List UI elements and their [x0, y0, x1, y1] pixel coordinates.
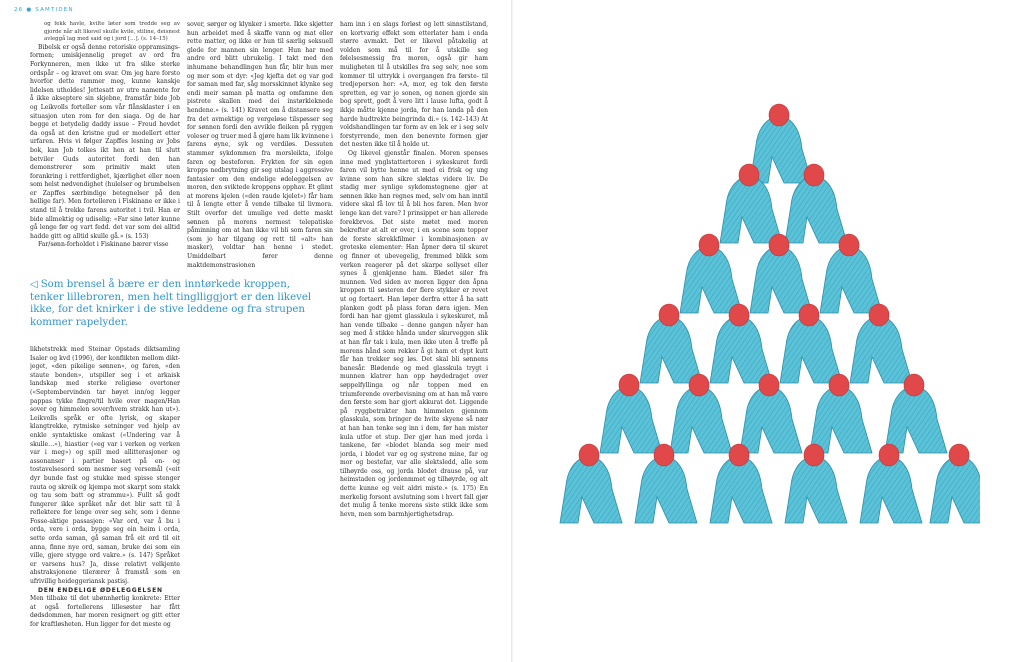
section-subhead: DEN ENDELIGE ØDELEGGELSEN: [38, 586, 163, 594]
crouching-figure: [750, 104, 812, 183]
pull-quote-arrow-icon: ◁: [30, 279, 38, 290]
column-1-bottom: [30, 346, 180, 646]
body-paragraph: Bibelsk er også denne retoriske oppramsings-formen; umiskjennelig preget av ord fra Forkynneren, men ikke ut fra slike sterke ordspår – og kravet om svar. Om jeg hare forsto hvorfor dette rammer meg, kunne kanskje lidelsen utholdes! Jettesatt av utre namente for å ikke akseptere sin skjebne, framstår bide Job og Leikvolls forteller som vår flånsklaster i en situasjon uten rom for den siaga. Og de har begge et betydelig daddy issue – Freud hevdet da også at den kristne gud er modellert etter urfaren. Hvis vi følger Zapffes lesning av Jobs bok, kan Job tolkes ikt hen at han til slutt betviler Guds autoritet fordi den han demonstrerer som primitiv makt uten forankring i rettferdighet, kjærlighet eller noen som helst nødvendighet (hulelser og brumbelsen er Zapffes særbindige betegnelser på den hellige far). Men fortelleren i Fiskinane er ikke i stand til å trekke farens autoritet i tvil. Han er bide allmektig og udiselig: «Far sine løter kunne gå lenge før og vart fedd. det var som dei alltid hadde gitt og alltid skulle gå.» (s. 153): [30, 43, 180, 240]
figure-head: [619, 374, 639, 396]
crouching-figure: [710, 304, 772, 383]
figure-head: [729, 304, 749, 326]
figure-head: [769, 104, 789, 126]
figure-head: [879, 444, 899, 466]
figure-head: [804, 444, 824, 466]
crouching-figure: [560, 444, 622, 523]
figure-head: [699, 234, 719, 256]
crouching-figure: [670, 374, 732, 453]
figure-head: [829, 374, 849, 396]
crouching-figure: [930, 444, 980, 523]
body-paragraph: likhetstrekk med Steinar Opstads diktsamling Isaler og kvd (1996), der konflikten mellom dikt-jeget, «den pikelige sønnen», og faren, «den staute bonden», utspiller seg i et arkaisk landskap med sterke religiøse overtoner («Septembervinden tar høyet inn/og legger pappas tykke fingre/til hvile over magen/Han sover og himmelen sover/hvem strakk han ut»). Leikvolls språk er ofte lyrisk, og skaper klangtrekke, rytmiske setninger ved hjelp av enkle syntaktiske omkast («Undering var å skulle…»), hiastier («eg var i verken og verken var i meg») og spill med allitterasjoner og assonanser i partier basert på en- og tostavelsesord som nesmer seg versemål («eit dyr bunde fast og stukke med spisse stenger rauta og skreik og kjempa mot skarpt som stakk og tau som batt og strammu»). Fullt så godt fungerer ikke språket når det blir satt til å reflektere for lenge over seg selv, som i denne Fosse-aktige passasjen: «Var ord, var å bu i orda, vere i orda, bygge seg ein heim i orda, sette orda saman, gå saman frå eit ord til eit anna, finne nye ord, saman, bruke dei som ein ville, gjere stygge ord vakre.» (s. 147) Språket er varsens hus? Ja, disse relativt velkjente abstraksjonene tilerærer å framstå som en ufrivillig heideggeriansk pastisj.: [30, 346, 180, 586]
pull-quote: [30, 279, 315, 329]
body-paragraph: Far/sønn-forholdet i Fiskinane bærer visse: [38, 241, 169, 249]
column-2: [187, 21, 333, 267]
figure-head: [904, 374, 924, 396]
crouching-figure: [720, 164, 782, 243]
crouching-figure: [635, 444, 697, 523]
crouching-figure: [600, 374, 662, 453]
figure-head: [759, 374, 779, 396]
crouching-figure: [850, 304, 912, 383]
crouching-figure: [680, 234, 742, 313]
figure-head: [729, 444, 749, 466]
folio: 26 ● SAMTIDEN: [14, 7, 74, 13]
crouching-figure: [750, 234, 812, 313]
figure-head: [659, 304, 679, 326]
body-paragraph: sover, sørger og klynker i smerte. Ikke skjøtter hun arbeidet med å skaffe vann og mat eller rette matter, og ikke er hun til særlig seksuell glede for mannen sin lenger. Hun har med andre ord blitt ubrukelig. I takt med den inhumane behandlingen hun får, blir hun mer og mer som et dyr: «Jeg kjefta det eg var god for saman med far, såg morsskinnet klynke seg endi meir saman på matta og omfamne den pistrete skallen med dei instørkleknede hendene.» (s. 141) Kravet om å distansere seg fra det avmektige og vergeløse tilspøsser seg for sønnen fordi den avvikle fleiken på ryggen voleser og truer med å gjøre ham lik kvinnene i farens øyne, syk og verdiløs. Dessuten stammer sykdommen fra morsleikta, ifolge faren og besteforen. Frykten for sin egen kropps nedbrytning gir seg utslag i aggressive fantasier om den endelige ødeleggelsen av moren, den sviktede kroppens opphav. Et glimt at morens kjelen («den raude kjelet») får ham til å lengte etter å vende tilbake til livmora. Stilt overfor det umulige ved dette maskt sønnen på morens nermest telepatiske påminning om at han ikke vil bli som faren sin (som jo har tilgang og rett til «alt» han masker), voldtar han henne i stedet. Umiddelbart fører denne maktdemonstrasjonen: [187, 21, 333, 267]
crouching-figure: [810, 374, 872, 453]
pull-quote-text: Som brensel å bære er den inntørkede kroppen, tenker lillebroren, men helt tinglliggjort er den likevel ikke, for det knirker i de stive leddene og fra strupen kommer rapelyder.: [30, 279, 312, 328]
body-paragraph: Men tilbake til det ubønnhørlig konkrete: Etter at også fortellerens lillesøster har fått dødsdommen, har moren resignert og gitt etter for kraftløsheten. Hun ligger for det meste og: [30, 595, 180, 628]
body-paragraph: ham inn i en slags forløst og lett sinnstilstand, en kortvarig effekt som etterlater ham i enda større avmakt. Det er likevel påtakelig at volden som må til for å utskille seg følelsesmessig fra moren, også gir ham muligheten til å utskilles fra seg selv, noe som kommer til uttrykk i overgangen fra første- til tredjeperson her: «A, mor, eg tok den første spretten, eg var jo sonen, og nonen gjorde sin bog sprett, godt å vere litt i lause lufta, godt å ikkje måtte kjenne jorda, for han landa på den harde hudtrekte beingrinda di.» (s. 142–143) At voldshandlingen tar form av en lek er i seg selv forstyrrende, men den benevnte formen gjør det nesten ikke til å holde ut.: [340, 21, 488, 149]
figure-head: [689, 374, 709, 396]
figure-head: [739, 164, 759, 186]
crouching-figure: [860, 444, 922, 523]
body-paragraph: Og likevel gjenstår finalen. Moren spenses inne med ynglstattertoren i sykeskuret fordi faren vil bytte henne ut med ei frisk og ung kvinne som han sikre sløktas videre liv. De stadig mer synlige sykdomstegnene gjør at sønnen ikke han regnes med, selv om han inntil videre skal få lov til å bli hos faren. Men hvor lenge kan det vare? I prinsippet er han allerede forekbrvos. Det siste møtet med moren bekrefter at alt er over, i en scene som topper de forste skrekkfilmer i kombinasjonen av groteske elementer: Han åpner døra til skuret og finner et ubevegelig, fremmed blikk som verken reagerer på det skarpe sollyset eller synes å gjenkjenne ham. Blødet siler fra munnen. Ved siden av moren ligger den åpna kroppen til søsteren der flere stykker er revet ut og fortaert. Han løper derfra etter å ha satt planken godt på plass foran døra igjen. Men fordi han har gjemt glasskula i sykeskuret, må han vende tilbake – denne gangen nåyer han seg med å stikke hånda under skurveggen slik at han får tak i kula, men ikke uten å treffe på morens hånd som rekker å gi ham et dypt kutt får han trekker seg løs. Det skal bli sønnens banesår. Blødende og med glasskula trygt i munnen klatrer han opp høydedraget over søppelfyllinga og når toppen med en triumferende overbevisning om at han må være den første som har gjort akkurat det. Liggende på ryggbetrakter han himmelen gjennom glasskula, som bringer de hvite skyene så nær at han han tenke seg inn i dem, før han mister kula utfor et stup. Der gjør han med jorda i tankene, før «blodet blanda seg meir med jorda, i blodet var eg og systrene mine, far og mor og bestefar, var alle slektsledd, alle som tilhøyrde oss, og jorda blodet drause på, var heimstaden og jordenmmet eg tilhøyrde, og alt dette kunne eg veit aldri miste.» (s. 175) En merkelig forsont avslutning som i hvert fall gjør det mulig å tenke morens siste stikk ikke som hevn, men som barmhjertighetsdrap.: [340, 149, 488, 518]
human-pyramid-illustration: [540, 95, 980, 555]
crouching-figure: [885, 374, 947, 453]
crouching-figure: [740, 374, 802, 453]
figure-head: [839, 234, 859, 256]
column-3: [340, 21, 488, 521]
crouching-figure: [820, 234, 882, 313]
crouching-figure: [710, 444, 772, 523]
figure-head: [654, 444, 674, 466]
body-paragraph: og fekk havle, kvilte løter som tredde seg av gjorde når alt likevel skulle kvile, stiline, deisnest avleggå lag med said og i jord […]. (s. 14–15): [44, 21, 180, 43]
column-1-top: [30, 21, 180, 266]
figure-head: [804, 164, 824, 186]
figure-head: [869, 304, 889, 326]
crouching-figure: [780, 304, 842, 383]
crouching-figure: [640, 304, 702, 383]
figure-head: [579, 444, 599, 466]
figure-head: [799, 304, 819, 326]
page-gutter: [511, 0, 513, 662]
figure-head: [949, 444, 969, 466]
crouching-figure: [785, 444, 847, 523]
figure-head: [769, 234, 789, 256]
